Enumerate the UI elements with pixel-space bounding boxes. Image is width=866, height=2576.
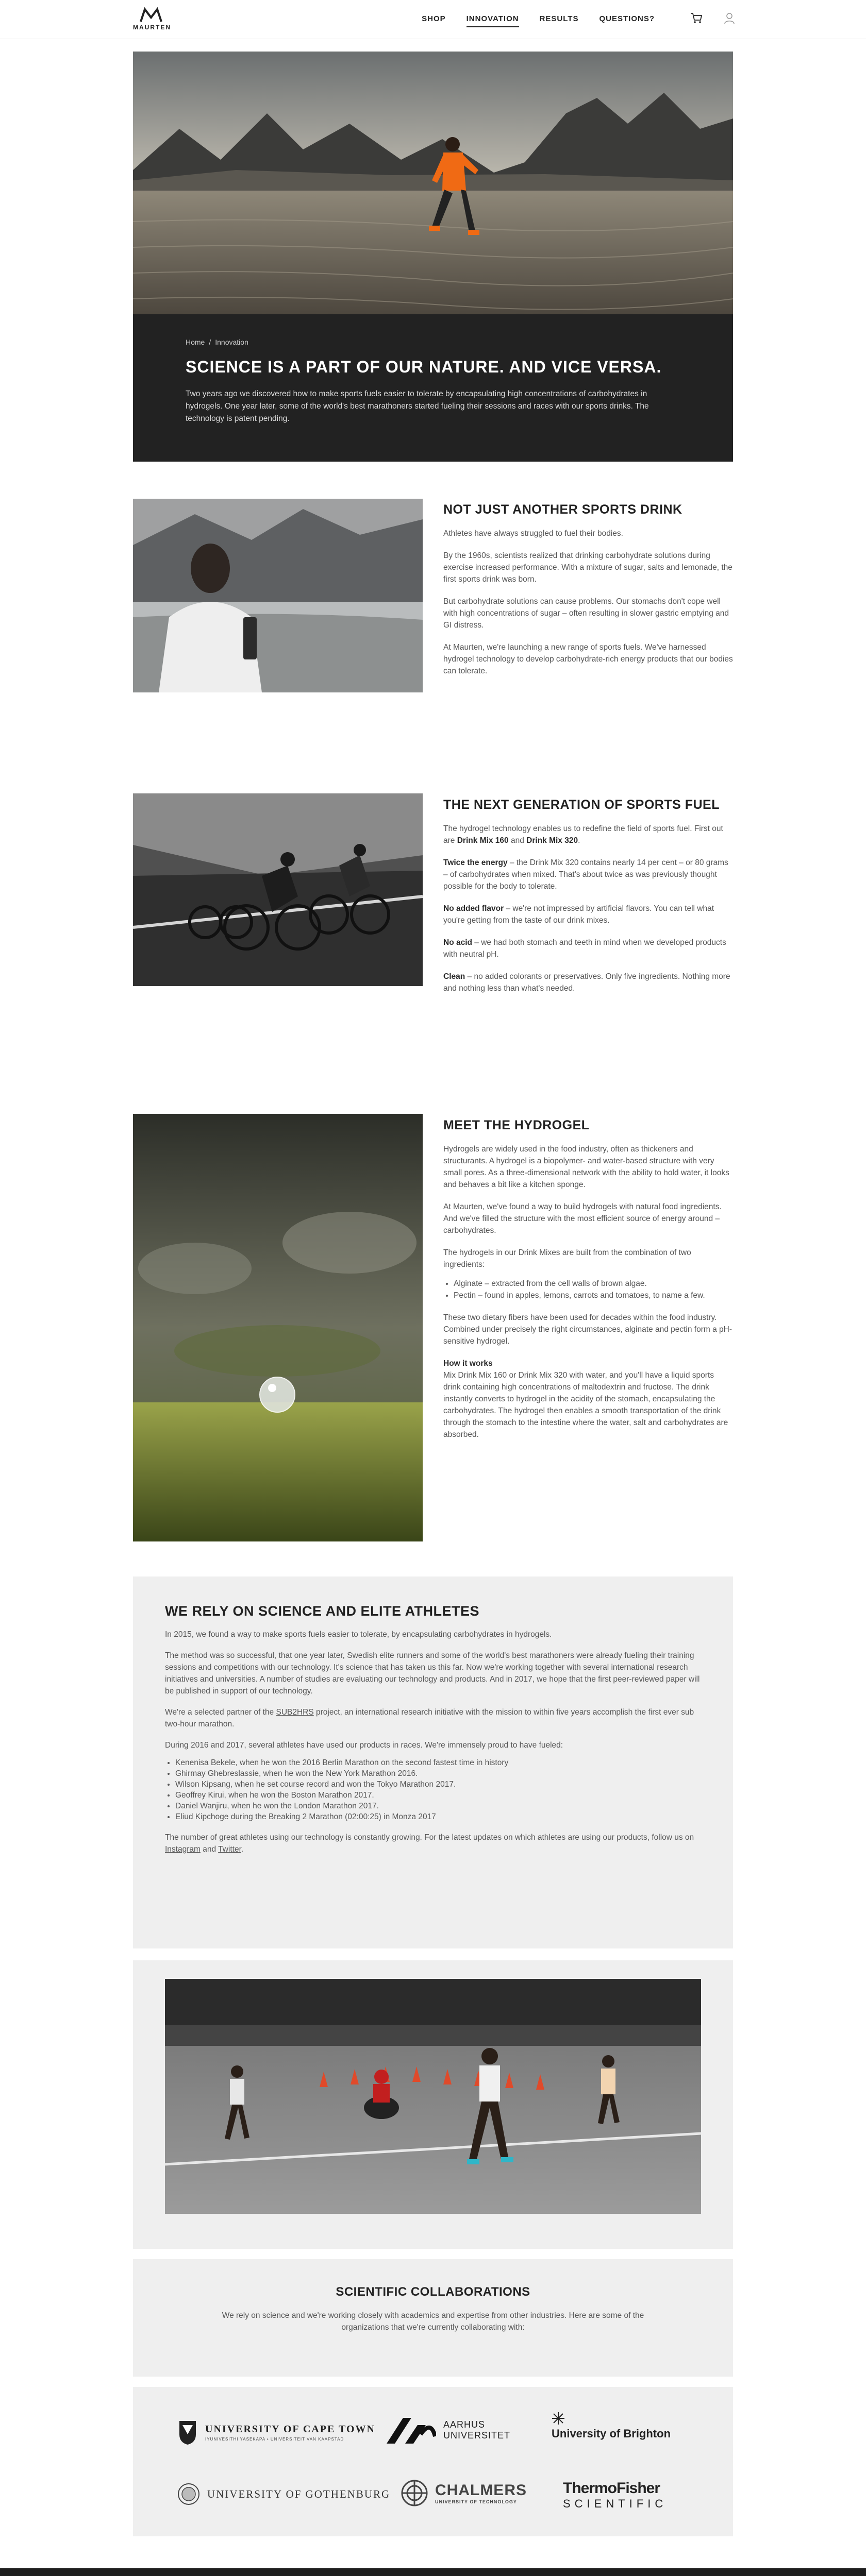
logo-university-brighton[interactable] [552, 2412, 671, 2441]
list-item: • Alginate – extracted from the cell walls of brown algae. [454, 1278, 733, 1290]
science-section [133, 1577, 733, 1948]
paragraph: At Maurten, we've found a way to build hydrogels with natural food ingredients. And we've filled the structure with the most efficient source of energy around – carbohydrates. [443, 1202, 722, 1235]
instagram-link[interactable]: Instagram [165, 1845, 201, 1854]
logo-text-block [435, 2482, 527, 2504]
logo-aarhus-universitet[interactable] [385, 2414, 510, 2447]
marathon-runners-image [165, 1979, 701, 2214]
partner-logos [133, 2387, 733, 2536]
page-title: SCIENCE IS A PART OF OUR NATURE. AND VICE VERSA. [186, 358, 662, 376]
section-meet-hydrogel [443, 1118, 733, 1440]
user-icon[interactable] [723, 11, 736, 25]
chalmers-emblem-icon [401, 2480, 428, 2506]
top-nav [0, 0, 866, 39]
list-item: • Wilson Kipsang, when he set course record and won the Tokyo Marathon 2017. [175, 1779, 701, 1790]
product-name: Drink Mix 160 [457, 836, 509, 845]
paragraph: Hydrogels are widely used in the food industry, often as thickeners and structurants. A hydrogel is a biopolymer- and water-based structure with very small pores. As a three-dimensional network with the ability to hold water, it looks and behaves a bit like a kitchen sponge. [443, 1145, 729, 1189]
paragraph: In 2015, we found a way to make sports fuels easier to tolerate, by encapsulating carbohydrates in hydrogels. [165, 1630, 552, 1639]
logo-text-block [443, 2419, 510, 2441]
paragraph: The method was so successful, that one year later, Swedish elite runners and some of the world's best marathoners were already fueling their training sessions and competitions with our technology. It's science that has taken us this far. Now we're working together with several international research initiatives and universities. A number of studies are evaluating our technology and products. And in 2017, we hope that the first peer-reviewed paper will be published in support of our technology. [165, 1651, 700, 1696]
aarhus-shapes-icon [385, 2414, 436, 2447]
logo-university-cape-town[interactable] [177, 2419, 375, 2446]
text: – we had both stomach and teeth in mind when we developed products with neutral pH. [443, 938, 726, 959]
paragraph: By the 1960s, scientists realized that drinking carbohydrate solutions during exercise increased performance. With a mixture of sugar, salts and lemonade, the first sports drink was born. [443, 551, 732, 584]
paragraph: But carbohydrate solutions can cause problems. Our stomachs don't cope well with high concentrations of sugar – often resulting in slower gastric emptying and GI distress. [443, 597, 729, 630]
section-title: MEET THE HYDROGEL [443, 1118, 590, 1132]
text: The number of great athletes using our technology is constantly growing. For the latest updates on which athletes are using our products, follow us on [165, 1833, 694, 1842]
main-menu [422, 14, 655, 27]
text: and [508, 836, 527, 845]
ingredient-list [443, 1278, 733, 1301]
twitter-link[interactable]: Twitter [218, 1845, 241, 1854]
marathon-photo-section [133, 1960, 733, 2249]
text: – the Drink Mix 320 contains nearly 14 per cent – or 80 grams – of carbohydrates when mixed. That's about twice as was previously thought possible for the body to tolerate. [443, 858, 728, 891]
list-item: • Eliud Kipchoge during the Breaking 2 Marathon (02:00:25) in Monza 2017 [175, 1811, 701, 1822]
paragraph: These two dietary fibers have been used for decades within the food industry. Combined under precisely the right circumstances, alginate and pectin form a pH-sensitive hydrogel. [443, 1313, 732, 1346]
logo-thermo-fisher[interactable] [563, 2480, 667, 2511]
section-sports-drink [443, 502, 733, 677]
logo-chalmers[interactable] [401, 2480, 527, 2506]
hero-band [133, 314, 733, 462]
feature-label: No added flavor [443, 904, 504, 913]
sub2hrs-link[interactable]: SUB2HRS [276, 1708, 314, 1717]
list-item: • Ghirmay Ghebreslassie, when he won the New York Marathon 2016. [175, 1768, 701, 1779]
section-title: NOT JUST ANOTHER SPORTS DRINK [443, 502, 682, 517]
paragraph: At Maurten, we're launching a new range of sports fuels. We've harnessed hydrogel technology to develop carbohydrate-rich energy products that our bodies can tolerate. [443, 643, 733, 675]
logo-text: AARHUS [443, 2419, 486, 2430]
logo-text: ThermoFisher [563, 2480, 660, 2497]
breadcrumb-home[interactable]: Home [186, 338, 205, 346]
star-burst-icon [552, 2412, 565, 2425]
list-item: • Geoffrey Kirui, when he won the Boston Marathon 2017. [175, 1790, 701, 1801]
logo-subtext: UNIVERSITY OF TECHNOLOGY [435, 2499, 517, 2504]
logo-text-block [205, 2424, 375, 2442]
seal-icon [177, 2483, 200, 2505]
nav-shop[interactable]: SHOP [422, 14, 446, 23]
nav-icons [690, 11, 736, 25]
paragraph [443, 823, 733, 846]
hero-intro: Two years ago we discovered how to make sports fuels easier to tolerate by encapsulating high concentrations of carbohydrates in hydrogels. One year later, some of the world's best marathoners started fueling their sessions and races with our sports drinks. The technology is patent pending. [186, 389, 649, 423]
nav-questions[interactable]: QUESTIONS? [599, 14, 655, 23]
breadcrumb-current: Innovation [215, 338, 248, 346]
section-next-generation [443, 798, 733, 994]
hero-runner-image [133, 52, 733, 314]
paragraph: Athletes have always struggled to fuel their bodies. [443, 529, 623, 538]
collaborations-section [133, 2259, 733, 2377]
logo-subtext: IYUNIVESITHI YASEKAPA • UNIVERSITEIT VAN KAAPSTAD [205, 2436, 344, 2442]
feature-paragraph [443, 937, 733, 960]
paragraph: Mix Drink Mix 160 or Drink Mix 320 with water, and you'll have a liquid sports drink containing high concentrations of maltodextrin and fructose. The drink instantly converts to hydrogel in the acidity of the stomach, encapsulating the carbohydrates. The hydrogel then enables a smooth transportation of the drink through the stomach to the intestine where the water, salt and carbohydrates are absorbed. [443, 1371, 728, 1439]
logo-text: UNIVERSITY OF GOTHENBURG [207, 2487, 391, 2500]
feature-paragraph [443, 971, 733, 994]
cyclists-image [133, 793, 423, 986]
feature-label: Twice the energy [443, 858, 508, 867]
logo-text: UNIVERSITET [443, 2430, 511, 2441]
cart-icon[interactable] [690, 11, 703, 25]
logo[interactable] [133, 7, 169, 33]
feature-paragraph [443, 857, 733, 892]
text: project, an international research initiative with the mission to within five years accomplish the first ever sub two-hour marathon. [165, 1708, 694, 1728]
product-name: Drink Mix 320 [526, 836, 578, 845]
section-title: THE NEXT GENERATION OF SPORTS FUEL [443, 798, 720, 812]
nav-results[interactable]: RESULTS [539, 14, 579, 23]
text: . [241, 1845, 244, 1854]
section-title: SCIENTIFIC COLLABORATIONS [336, 2285, 530, 2299]
athlete-list [165, 1757, 701, 1822]
maurten-m-icon [140, 7, 162, 23]
paragraph [165, 1706, 701, 1730]
subheading: How it works [443, 1359, 493, 1368]
logo-subtext: SCIENTIFIC [563, 2497, 668, 2510]
paragraph: The hydrogels in our Drink Mixes are built from the combination of two ingredients: [443, 1248, 691, 1269]
hydrogel-image [133, 1114, 423, 1541]
logo-text: CHALMERS [435, 2482, 527, 2499]
text: and [200, 1845, 219, 1854]
list-item: • Pectin – found in apples, lemons, carrots and tomatoes, to name a few. [454, 1290, 733, 1301]
paragraph: During 2016 and 2017, several athletes have used our products in races. We're immensely proud to have fueled: [165, 1741, 563, 1750]
logo-text: UNIVERSITY OF CAPE TOWN [205, 2423, 375, 2435]
paragraph: We rely on science and we're working closely with academics and expertise from other industries. Here are some of the organizations that we're currently collaborating with: [222, 2311, 644, 2332]
paragraph [165, 1832, 701, 1855]
text: – we're not impressed by artificial flavors. You can tell what you're getting from the taste of our drink mixes. [443, 904, 714, 925]
crest-icon [177, 2419, 198, 2446]
text: . [578, 836, 580, 845]
how-it-works-title [443, 1358, 733, 1369]
feature-paragraph [443, 903, 733, 926]
logo-text: MAURTEN [133, 24, 171, 31]
text: We're a selected partner of the [165, 1708, 276, 1717]
nav-innovation[interactable]: INNOVATION [467, 14, 519, 27]
breadcrumb [186, 338, 680, 346]
text: – no added colorants or preservatives. Only five ingredients. Nothing more and nothing less than what's needed. [443, 972, 730, 993]
logo-text: University of Brighton [552, 2427, 671, 2440]
list-item: • Kenenisa Bekele, when he won the 2016 Berlin Marathon on the second fastest time in history [175, 1757, 701, 1768]
section-title: WE RELY ON SCIENCE AND ELITE ATHLETES [165, 1603, 480, 1619]
text: The hydrogel technology enables us to redefine the field of sports fuel. First out are [443, 824, 723, 845]
footer [0, 2568, 866, 2576]
feature-label: No acid [443, 938, 472, 947]
logo-university-gothenburg[interactable] [177, 2483, 390, 2505]
breadcrumb-separator: / [209, 338, 211, 346]
feature-label: Clean [443, 972, 465, 981]
athlete-portrait-image [133, 499, 423, 692]
list-item: • Daniel Wanjiru, when he won the London Marathon 2017. [175, 1801, 701, 1811]
